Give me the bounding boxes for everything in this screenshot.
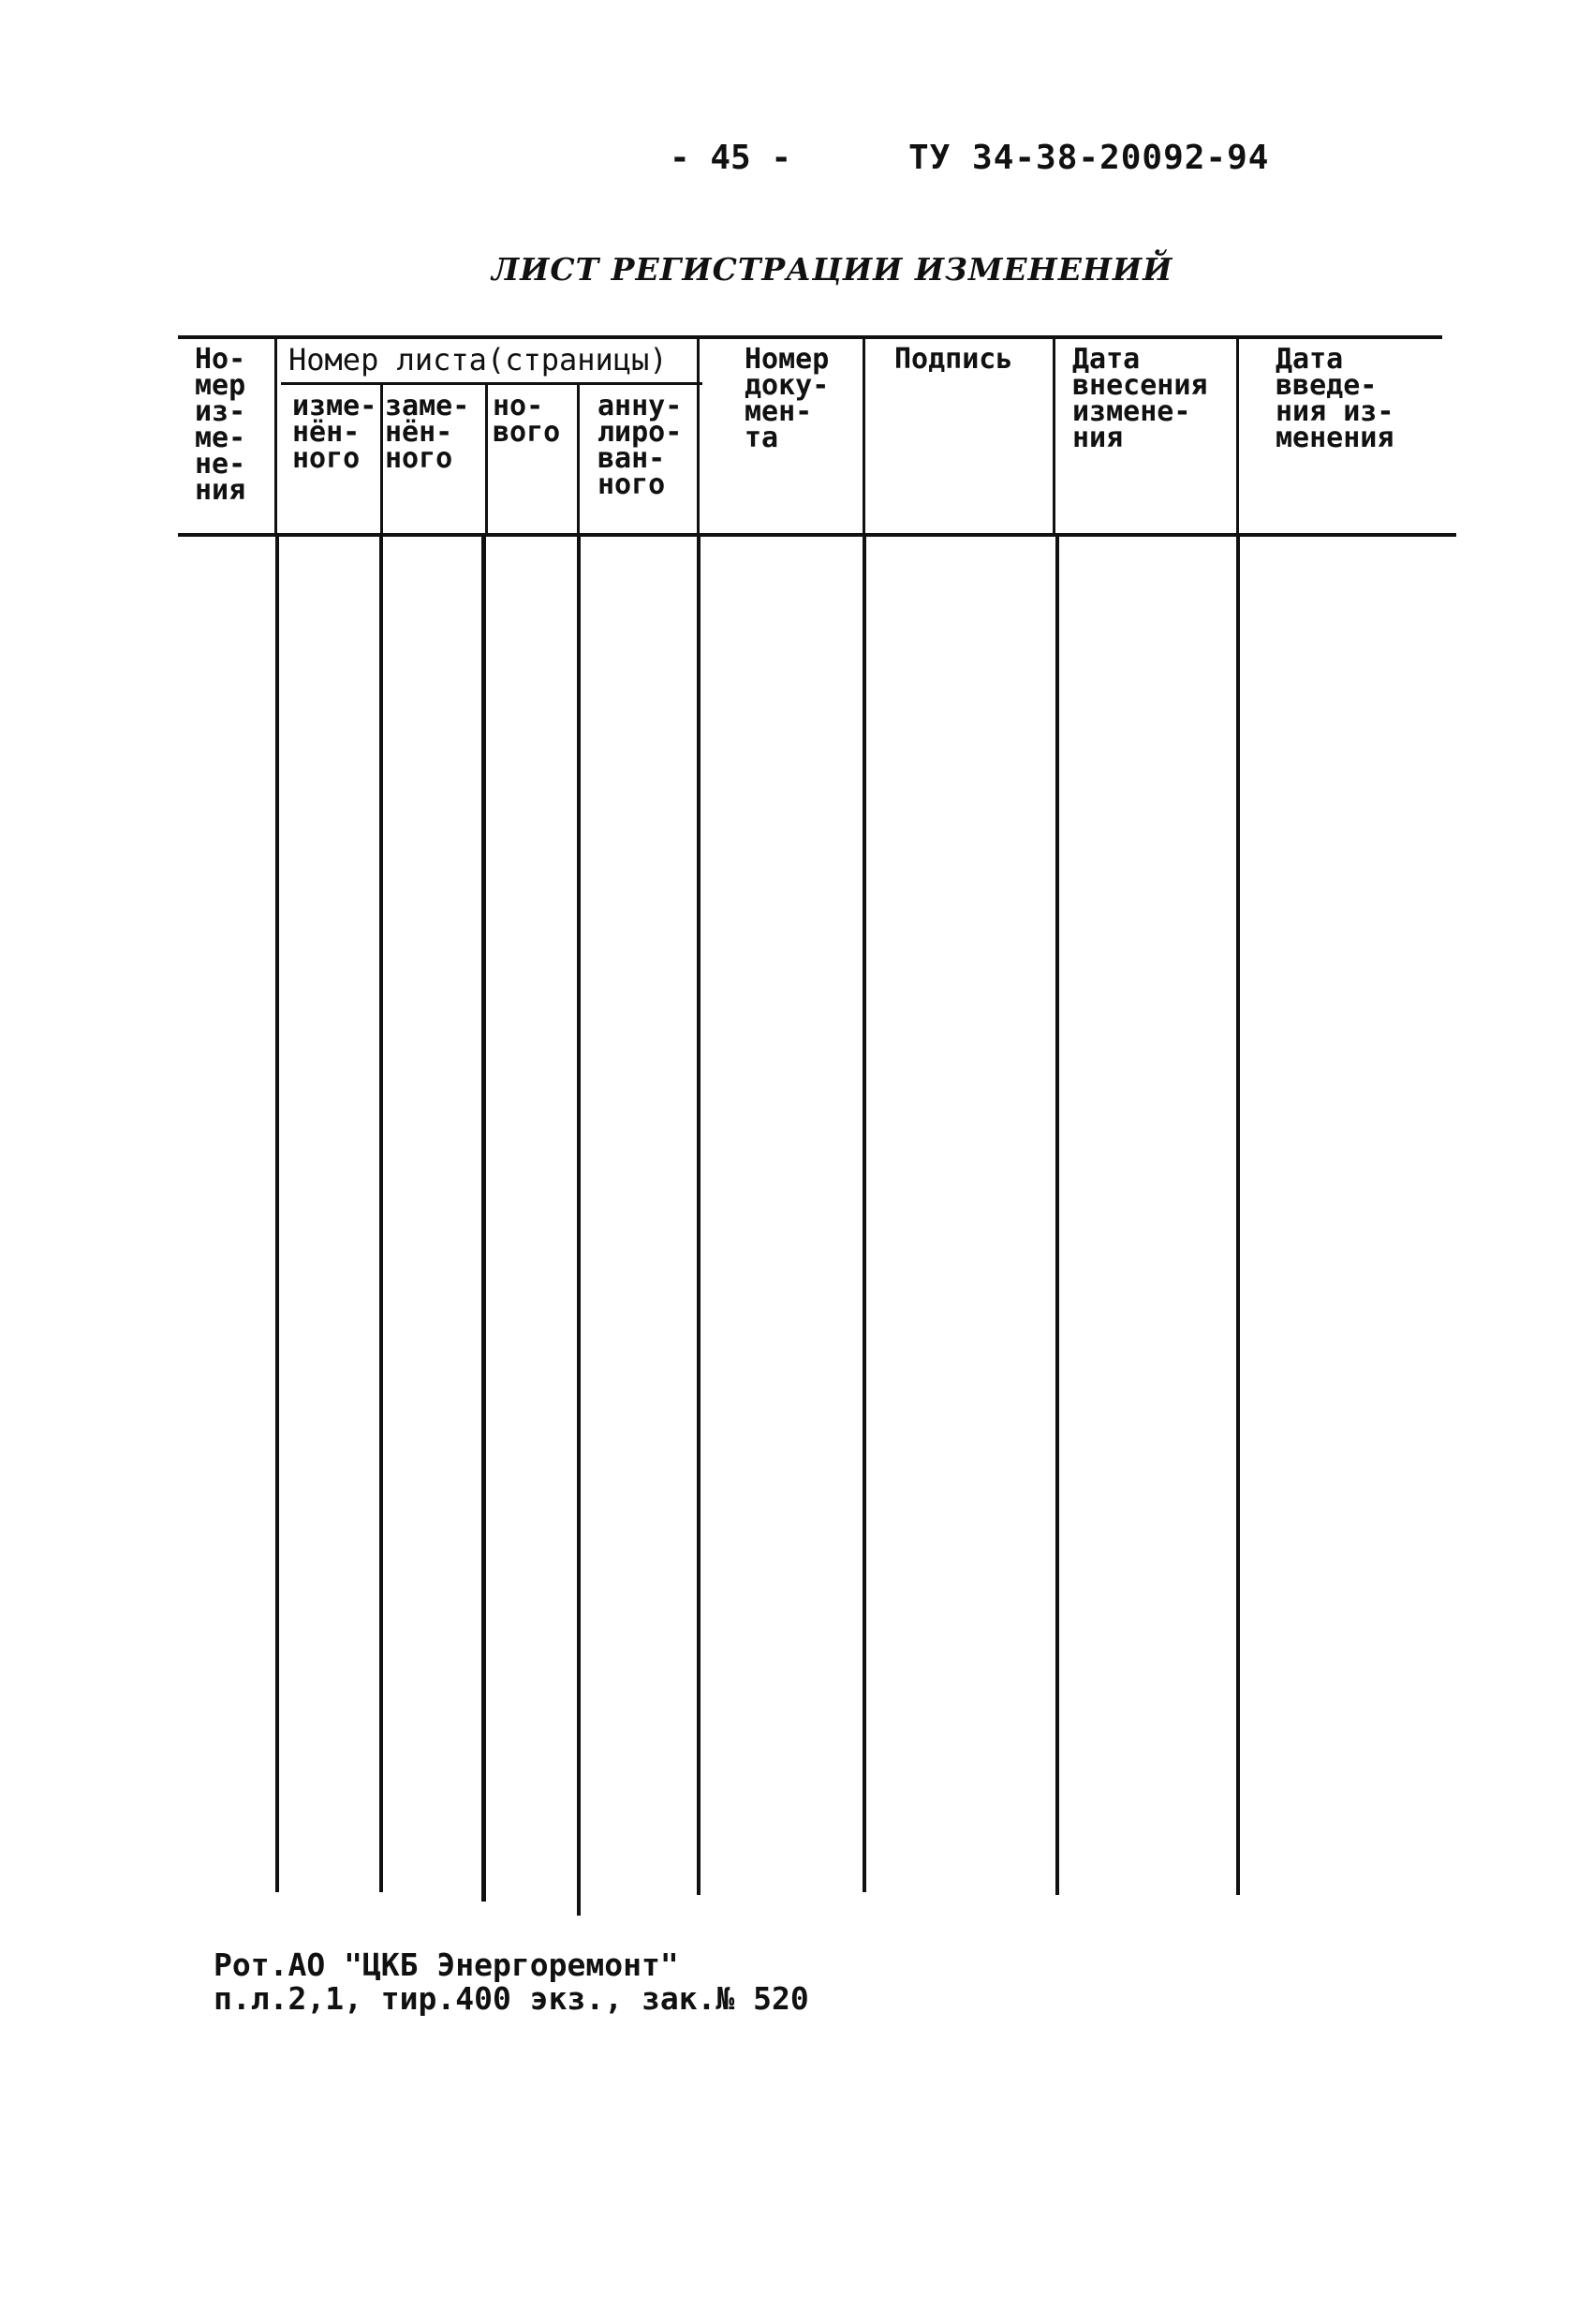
header-bottom-rule	[178, 533, 1456, 537]
header-entry-date: Дата внесения измене- ния	[1072, 343, 1208, 454]
header-divider-6	[863, 339, 865, 533]
document-code: ТУ 34-38-20092-94	[908, 139, 1270, 177]
table-top-rule	[178, 335, 1442, 339]
header-document-number: Номер доку- мен- та	[745, 343, 830, 454]
header-divider-4	[577, 384, 580, 533]
sheet-group-underline	[281, 382, 702, 385]
header-divider-5	[697, 339, 700, 533]
body-divider-4	[577, 537, 581, 1916]
body-divider-5	[697, 537, 701, 1895]
header-divider-3	[485, 384, 488, 533]
header-changed-sheet: изме- нён- ного	[292, 390, 377, 475]
body-divider-3	[481, 537, 486, 1902]
header-signature: Подпись	[894, 343, 1013, 376]
body-divider-2	[379, 537, 383, 1892]
header-divider-7	[1053, 339, 1055, 533]
body-divider-1	[275, 537, 279, 1892]
header-sheet-number-group: Номер листа(страницы)	[288, 342, 668, 377]
body-divider-7	[1055, 537, 1059, 1895]
body-divider-6	[863, 537, 866, 1892]
header-divider-8	[1236, 339, 1239, 533]
header-effective-date: Дата введе- ния из- менения	[1276, 343, 1394, 454]
sheet-title: ЛИСТ РЕГИСТРАЦИИ ИЗМЕНЕНИЙ	[492, 251, 1173, 288]
header-divider-1	[274, 339, 277, 533]
header-cancelled-sheet: анну- лиро- ван- ного	[597, 390, 683, 501]
header-new-sheet: но- вого	[493, 390, 561, 449]
header-divider-2	[380, 384, 383, 533]
page-number: - 45 -	[670, 139, 792, 177]
header-change-number: Но- мер из- ме- не- ния	[195, 343, 246, 507]
body-divider-8	[1236, 537, 1240, 1895]
imprint-print-run: п.л.2,1, тир.400 экз., зак.№ 520	[214, 1980, 809, 2017]
imprint-publisher: Рот.АО "ЦКБ Энергоремонт"	[214, 1947, 679, 1983]
header-replaced-sheet: заме- нён- ного	[385, 390, 470, 475]
